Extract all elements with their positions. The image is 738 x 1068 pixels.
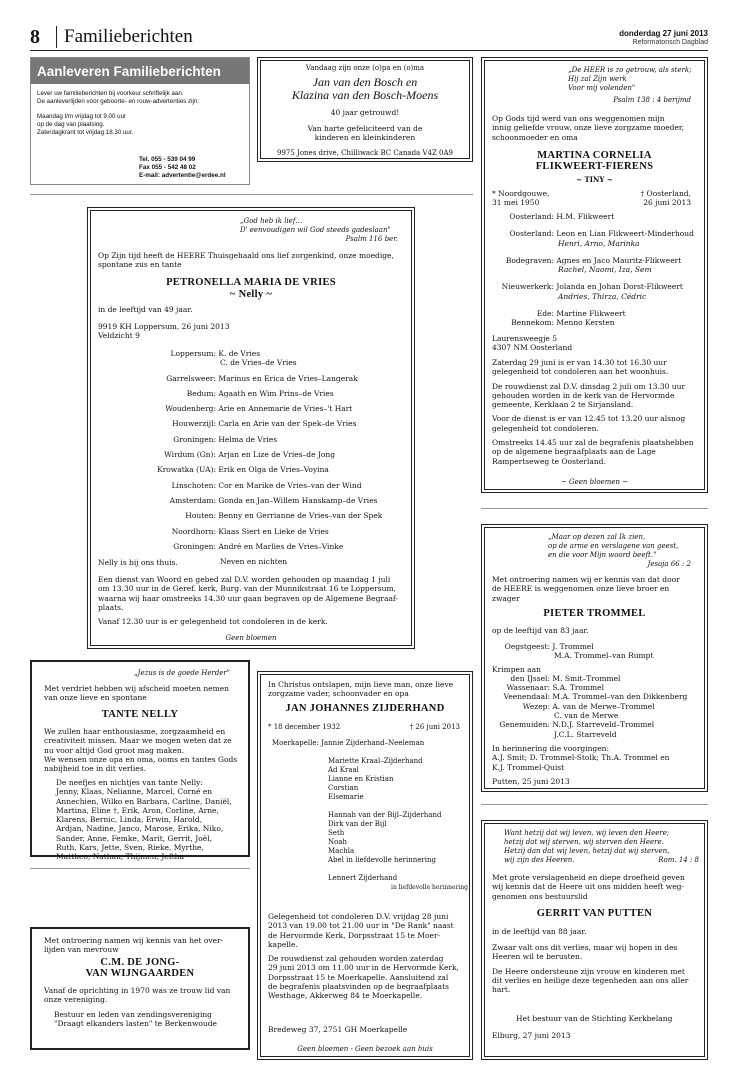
- text-line: kinderen en kleinkinderen: [314, 133, 416, 143]
- text-line: Noah: [328, 838, 348, 846]
- text-line: Martine Flikweert: [556, 309, 626, 319]
- text-line: "Draagt elkanders lasten" te Berkenwoude: [54, 1019, 217, 1029]
- text-line: Martina, Eline †, Erik, Aron, Corline, Arne,: [56, 805, 219, 815]
- text-line: FLIKWEERT-FIERENS: [535, 161, 654, 172]
- text-line: innig geliefde vrouw, onze lieve zorgzame moeder,: [492, 123, 685, 133]
- text-line: Helma de Vries: [218, 434, 278, 444]
- text-line: Corstian: [328, 784, 359, 792]
- text-line: Heeren wil te berusten.: [492, 952, 583, 962]
- text-line: kapelle.: [268, 939, 298, 949]
- obituary-tante-nelly: [30, 660, 250, 862]
- text-line: Oosterland:: [509, 212, 554, 221]
- text-line: gemeente, Kerklaan 2 te Sirjansland.: [492, 400, 634, 410]
- text-line: Krowatka (UA):: [157, 465, 216, 475]
- text-line: Gelegenheid tot condoleren D.V. vrijdag 28 juni: [268, 912, 449, 921]
- text-line: K.J. Trommel-Quist: [492, 762, 565, 772]
- text-line: Garrelsweer:: [166, 373, 216, 383]
- deceased-name: MARTINA CORNELIA: [537, 150, 652, 161]
- text-line: hart.: [492, 985, 511, 995]
- text-line: Bodegraven:: [505, 255, 554, 265]
- text-line: „Maar op dezen zal Ik zien,: [548, 533, 646, 541]
- text-line: gelegenheid tot condoleren.: [492, 423, 599, 433]
- text-line: Jannie Zijderhand–Neeleman: [321, 739, 425, 747]
- text-line: Met ontroering namen wij kennis van het over-: [44, 936, 224, 945]
- text-line: gelegenheid tot condoleren aan het woonhuis.: [492, 367, 669, 377]
- text-line: „Jezus is de goede Herder": [134, 669, 230, 677]
- section-title: Familieberichten: [64, 26, 193, 47]
- text-line: Op Zijn tijd heeft de HEERE Thuisgehaald ons lief zorgenkind, onze moedige,: [98, 251, 394, 260]
- text-line: zwager: [492, 593, 520, 603]
- text-line: Lennert Zijderhand: [328, 874, 398, 882]
- text-line: Jenny, Klaas, Nelianne, Marcel, Corné en: [56, 787, 213, 797]
- text-line: C. van de Merwe: [554, 711, 619, 721]
- text-line: plaats.: [98, 602, 124, 612]
- obituary-zijderhand: [257, 671, 473, 1060]
- text-line: 29 juni 2013 om 11.00 uur in de Hervormde Kerk,: [268, 963, 459, 973]
- obituary-pieter: [481, 524, 708, 792]
- text-line: Wezep:: [522, 701, 550, 711]
- text-line: A.J. Smit; D. Trommel-Stolk; Th.A. Trommel en: [492, 753, 670, 763]
- text-line: Gonda en Jan–Willem Hanskamp–de Vries: [218, 495, 378, 505]
- text-line: J.C.L. Starreveld: [554, 729, 617, 739]
- obituary-de-jong: [30, 927, 250, 1050]
- text-line: „De HEER is zo getrouw, als sterk;: [568, 66, 692, 74]
- text-line: Arjan en Lize de Vries–de Jong: [218, 450, 336, 460]
- text-line: onze vereniging.: [44, 995, 108, 1005]
- text-line: Jesaja 66 : 2: [647, 560, 691, 568]
- header-date: donderdag 27 juni 2013: [619, 29, 708, 38]
- obituary-petronella: [87, 207, 415, 649]
- text-line: Ruth, Kars, Jette, Sven, Rieke, Myrthe,: [56, 843, 204, 853]
- text-line: Groningen:: [173, 434, 216, 444]
- deceased-name: JAN JOHANNES ZIJDERHAND: [285, 703, 445, 714]
- text-line: 31 mei 1950: [492, 198, 540, 208]
- deceased-name: C.M. DE JONG-: [100, 957, 180, 968]
- text-line: Amsterdam:: [169, 495, 216, 505]
- text-line: op de algemene begraafplaats aan de Lage: [492, 447, 656, 457]
- text-line: * Noordgouwe,: [492, 189, 550, 198]
- text-line: Wassenaar:: [506, 683, 550, 693]
- text-line: Cor en Marike de Vries–van der Wind: [218, 480, 362, 490]
- text-line: op de arme en verslagene van geest,: [548, 542, 679, 550]
- text-line: ~ Geen bloemen ~: [560, 478, 629, 486]
- text-line: Met verdriet hebben wij afscheid moeten nemen: [44, 684, 229, 693]
- text-line: Bennekom:: [511, 318, 554, 328]
- header-paper: Reformatorisch Dagblad: [632, 39, 708, 46]
- text-line: J. Trommel: [552, 642, 594, 651]
- text-line: Henri, Arno, Marinka: [558, 238, 640, 248]
- text-line: Woudenberg:: [165, 404, 216, 414]
- text-line: M.A. Trommel–van den Dikkenberg: [552, 692, 688, 702]
- text-line: „God heb ik lief…: [240, 217, 303, 225]
- text-line: Zaterdag 29 juni is er van 14.30 tot 16.30 uur: [492, 358, 667, 367]
- text-line: waarna wij haar omstreeks 14.30 uur gaan begraven op de Algemene Begraaf-: [98, 593, 398, 603]
- text-line: * 18 december 1932: [268, 723, 341, 731]
- text-line: Rampertseweg te Oosterland.: [492, 456, 606, 466]
- text-line: Agaath en Wim Prins–de Vries: [218, 388, 334, 398]
- text-line: Bestuur en leden van zendingsvereniging: [54, 1010, 212, 1019]
- text-line: 4307 NM Oosterland: [492, 343, 573, 353]
- text-line: Erik en Olga de Vries–Voyina: [218, 465, 329, 475]
- text-line: 9919 KH Loppersum, 26 juni 2013: [98, 322, 230, 331]
- text-line: Geen bloemen - Geen bezoek aan huis: [297, 1045, 433, 1053]
- text-line: De Heere ondersteune zijn vrouw en kinderen met: [492, 966, 685, 976]
- text-line: Agnes en Jaco Mauritz-Flikweert: [556, 255, 682, 265]
- text-line: Omstreeks 14.45 uur zal de begrafenis plaatshebben: [492, 438, 694, 448]
- text-line: 40 jaar getrouwd!: [330, 108, 400, 117]
- text-line: om 13.30 uur in de Geref. kerk, Burg. van der Munnikstraat 16 te Loppersum,: [98, 584, 396, 594]
- submit-box-text: [31, 84, 249, 137]
- text-line: Dorpsstraat 15 te Moerkapelle. Aansluitend zal: [268, 972, 449, 982]
- text-line: spontane zus en tante: [98, 260, 182, 270]
- text-line: lijden van mevrouw: [44, 945, 119, 955]
- text-line: 26 juni 2013: [643, 198, 691, 208]
- text-line: ~ TINY ~: [576, 175, 613, 184]
- text-line: In Christus ontslapen, mijn lieve man, onze lieve: [268, 680, 454, 689]
- email-link[interactable]: E-mail: advertentie@erdee.nl: [139, 172, 226, 180]
- text-line: Voor mij volenden": [568, 84, 636, 92]
- text-line: Vanaf 12.30 uur is er gelegenheid tot condoleren in de kerk.: [98, 617, 328, 626]
- text-line: D' eenvoudigen wil God steeds gadeslaan": [240, 226, 391, 234]
- text-line: Mattheo, Nathan, Thijmen, Jeftha: [56, 852, 184, 862]
- text-line: Bedum:: [186, 388, 216, 398]
- text-line: Abel in liefdevolle herinnering: [328, 856, 436, 864]
- text-line: Oegstgeest:: [504, 642, 550, 651]
- text-line: Leon en Lian Flikweert-Minderhoud: [556, 229, 694, 239]
- text-line: De rouwdienst zal D.V. dinsdag 2 juli om 13.30 uur: [492, 381, 686, 391]
- text-line: Op Gods tijd werd van ons weggenomen mijn: [492, 114, 665, 123]
- text-line: Klarens, Bernic, Linda, Erwin, Harold,: [56, 815, 203, 825]
- text-line: hetzij dat wij sterven, wij sterven den Heere.: [504, 838, 664, 846]
- text-line: ~ Nelly ~: [229, 289, 273, 300]
- text-line: Loppersum:: [170, 349, 216, 358]
- text-line: Marinus en Erica de Vries–Langerak: [218, 373, 358, 383]
- text-line: Dirk van der Bijl: [328, 820, 387, 828]
- header-divider: [56, 26, 57, 48]
- text-line: Linschoten:: [171, 480, 216, 490]
- text-line: Annechien, Wilko en Barbara, Carline, Daniël,: [56, 796, 232, 806]
- text-line: Genemuiden:: [499, 720, 550, 730]
- text-line: Jolanda en Johan Dorst-Flikweert: [556, 282, 683, 292]
- text-line: N.D.J. Starreveld–Trommel: [552, 720, 655, 730]
- text-line: De neefjes en nichtjes van tante Nelly:: [56, 778, 203, 787]
- text-line: de begrafenis plaatsvinden op de begraafplaats: [268, 982, 449, 992]
- text-line: in de leeftijd van 88 jaar.: [492, 927, 587, 936]
- text-line: Westhage, Akkerweg 84 te Moerkapelle.: [268, 991, 423, 1001]
- text-line: Oosterland:: [509, 229, 554, 239]
- text-line: Het bestuur van de Stichting Kerkbelang: [516, 1014, 673, 1023]
- text-line: Laurensweegje 5: [492, 334, 558, 343]
- text-line: Sander, Anne, Femke, Marit, Gerrit, Joël,: [56, 833, 213, 843]
- text-line: op de leeftijd van 83 jaar.: [492, 626, 589, 635]
- text-line: Groningen:: [173, 541, 216, 551]
- text-line: Hij zal Zijn werk: [568, 75, 627, 83]
- text-line: De aanleverlijden voor geboorte- en rouw-advertenties zijn:: [37, 98, 199, 106]
- text-line: Van harte gefeliciteerd van de: [307, 124, 423, 133]
- text-line: In herinnering die voorgingen:: [492, 744, 610, 753]
- text-line: nabijheid toe in dit verlies.: [44, 764, 146, 774]
- text-line: Psalm 116 ber.: [345, 235, 398, 243]
- text-line: zorgzame vader, schoonvader en opa: [268, 689, 409, 699]
- text-line: Nieuwerkerk:: [501, 282, 554, 292]
- text-line: Ad Kraal: [328, 766, 359, 774]
- page-number: 8: [30, 26, 40, 48]
- text-line: M. Smit–Trommel: [552, 673, 621, 683]
- text-line: Krimpen aan: [492, 664, 541, 674]
- text-line: in liefdevolle herinnering: [391, 884, 468, 891]
- text-line: Veenendaal:: [503, 692, 550, 702]
- text-line: Arie en Annemarie de Vries–'t Hart: [218, 404, 353, 414]
- text-line: Vandaag zijn onze (o)pa en (o)ma: [305, 64, 425, 72]
- text-line: Nelly is bij ons thuis.: [98, 558, 178, 567]
- text-line: André en Marlies de Vries–Vinke: [218, 541, 344, 551]
- text-line: Vanaf de oprichting in 1970 was ze trouw lid van: [44, 986, 231, 995]
- text-line: Houten:: [185, 511, 216, 521]
- text-line: creativiteit missen. Maar we mogen weten dat ze: [44, 736, 232, 746]
- submit-box-contact: Tel. 055 - 539 04 99 Fax 055 - 542 48 02 E-mail: advertentie@erdee.nl: [139, 156, 226, 180]
- obituary-gerrit: [481, 820, 708, 1060]
- text-line: 9975 Jones drive, Chilliwack BC Canada V4Z 0A9: [276, 149, 454, 157]
- text-line: A. van de Merwe–Trommel: [552, 701, 655, 711]
- text-line: op de dag van plaatsing.: [37, 120, 105, 128]
- text-line: Geen bloemen: [225, 634, 277, 642]
- text-line: Zwaar valt ons dit verlies, maar wij hopen in des: [492, 943, 678, 952]
- text-line: Lianne en Kristian: [328, 775, 394, 783]
- text-line: Noordhorn:: [171, 526, 216, 536]
- text-line: † 26 juni 2013: [409, 723, 460, 731]
- text-line: Veldzicht 9: [98, 331, 140, 341]
- text-line: Elburg, 27 juni 2013: [492, 1031, 571, 1040]
- text-line: wij kennis dat de Heere uit ons midden heeft weg-: [492, 882, 684, 892]
- header-rule: [30, 50, 708, 51]
- text-line: Carla en Arie van der Spek–de Vries: [218, 419, 357, 429]
- text-line: genomen ons bestuurslid: [492, 891, 588, 901]
- text-line: 2013 van 19.00 tot 21.00 uur in "De Rank" naast: [268, 921, 454, 931]
- text-line: dit verlies en heilige deze tegenheden aan ons aller: [492, 975, 689, 985]
- text-line: Hannah van der Bijl–Zijderhand: [328, 811, 442, 819]
- text-line: de Hervormde Kerk, Dorpsstraat 15 te Moer-: [268, 930, 441, 940]
- submit-box-title: Aanleveren Familieberichten: [31, 58, 249, 84]
- text-line: Klaas Siert en Lieke de Vries: [218, 526, 329, 536]
- text-line: Benny en Gerrianne de Vries–van der Spek: [218, 511, 383, 521]
- deceased-name: PIETER TROMMEL: [543, 608, 646, 619]
- text-line: Want hetzij dat wij leven, wij leven den Heere;: [504, 829, 670, 837]
- text-line: Ede:: [536, 309, 554, 319]
- submit-box: [30, 57, 250, 185]
- text-line: Menno Kersten: [556, 318, 615, 328]
- text-line: H.M. Flikweert: [556, 212, 615, 221]
- text-line: C. de Vries–de Vries: [220, 358, 297, 368]
- text-line: Lever uw familieberichten bij voorkeur schriftelijk aan.: [37, 90, 184, 97]
- text-line: nu voor altijd God groot mag maken.: [44, 745, 185, 755]
- text-line: gehouden worden in de kerk van de Hervormde: [492, 390, 675, 400]
- deceased-name: TANTE NELLY: [101, 709, 179, 720]
- text-line: Hetzij dan dat wij leven, hetzij dat wij sterven,: [504, 847, 670, 855]
- couple-name-2: Klazina van den Bosch-Moens: [291, 88, 439, 102]
- text-line: en die voor Mijn woord beeft.": [548, 551, 657, 559]
- text-line: Rachel, Naomi, Iza, Sem: [558, 265, 652, 275]
- text-line: Seth: [328, 829, 345, 837]
- obituary-martina: [481, 57, 708, 493]
- text-line: Andries, Thirza, Cédric: [558, 291, 647, 301]
- text-line: Met ontroering namen wij er kennis van dat door: [492, 575, 680, 584]
- deceased-name: GERRIT VAN PUTTEN: [536, 908, 653, 919]
- text-line: Mariette Kraal–Zijderhand: [328, 757, 423, 765]
- text-line: We zullen haar enthousiasme, zorgzaamheid en: [44, 727, 226, 736]
- text-line: Rom. 14 : 8: [658, 856, 699, 864]
- text-line: M.A. Trommel–van Rumpt: [554, 651, 654, 661]
- text-line: den IJssel:: [510, 673, 550, 683]
- text-line: De rouwdienst zal gehouden worden zaterdag: [268, 954, 444, 964]
- text-line: We wensen onze opa en oma, ooms en tantes Gods: [44, 754, 238, 764]
- text-line: Voor de dienst is er van 12.45 tot 13.20 uur alsnog: [492, 414, 686, 424]
- text-line: Psalm 138 : 4 berijmd: [613, 96, 691, 104]
- text-line: S.A. Trommel: [552, 683, 604, 693]
- text-line: schoonmoeder en oma: [492, 132, 578, 142]
- text-line: Met grote verslagenheid en diepe droefheid geven: [492, 873, 685, 882]
- text-line: Moerkapelle:: [272, 739, 319, 747]
- text-line: in de leeftijd van 49 jaar.: [98, 305, 193, 314]
- deceased-name: PETRONELLA MARIA DE VRIES: [166, 277, 336, 288]
- text-line: Elsemarie: [328, 793, 364, 801]
- text-line: Neven en nichten: [220, 557, 288, 567]
- couple-name-1: Jan van den Bosch en: [312, 75, 418, 89]
- anniversary-ad: [257, 57, 473, 162]
- text-line: † Oosterland,: [640, 189, 691, 198]
- text-line: VAN WIJNGAARDEN: [85, 968, 195, 979]
- text-line: wij zijn des Heeren.: [504, 856, 575, 864]
- text-line: Ardjan, Nadine, Janco, Marose, Erika, Niko,: [56, 824, 224, 834]
- text-line: K. de Vries: [218, 349, 261, 358]
- text-line: Maandag t/m vrijdag tot 9.00 uur: [37, 112, 127, 120]
- text-line: Putten, 25 juni 2013: [492, 777, 570, 786]
- text-line: Een dienst van Woord en gebed zal D.V. worden gehouden op maandag 1 juli: [98, 575, 391, 584]
- text-line: de HEERE is weggenomen onze lieve broer en: [492, 584, 670, 594]
- text-line: Zaterdagkrant tot vrijdag 18.30 uur.: [37, 129, 134, 137]
- text-line: Bredeweg 37, 2751 GH Moerkapelle: [268, 1025, 408, 1034]
- text-line: van onze lieve en spontane: [44, 693, 147, 703]
- text-line: Machla: [328, 847, 355, 855]
- text-line: Houwerzijl:: [172, 419, 216, 429]
- text-line: Wirdum (Gn):: [164, 450, 216, 460]
